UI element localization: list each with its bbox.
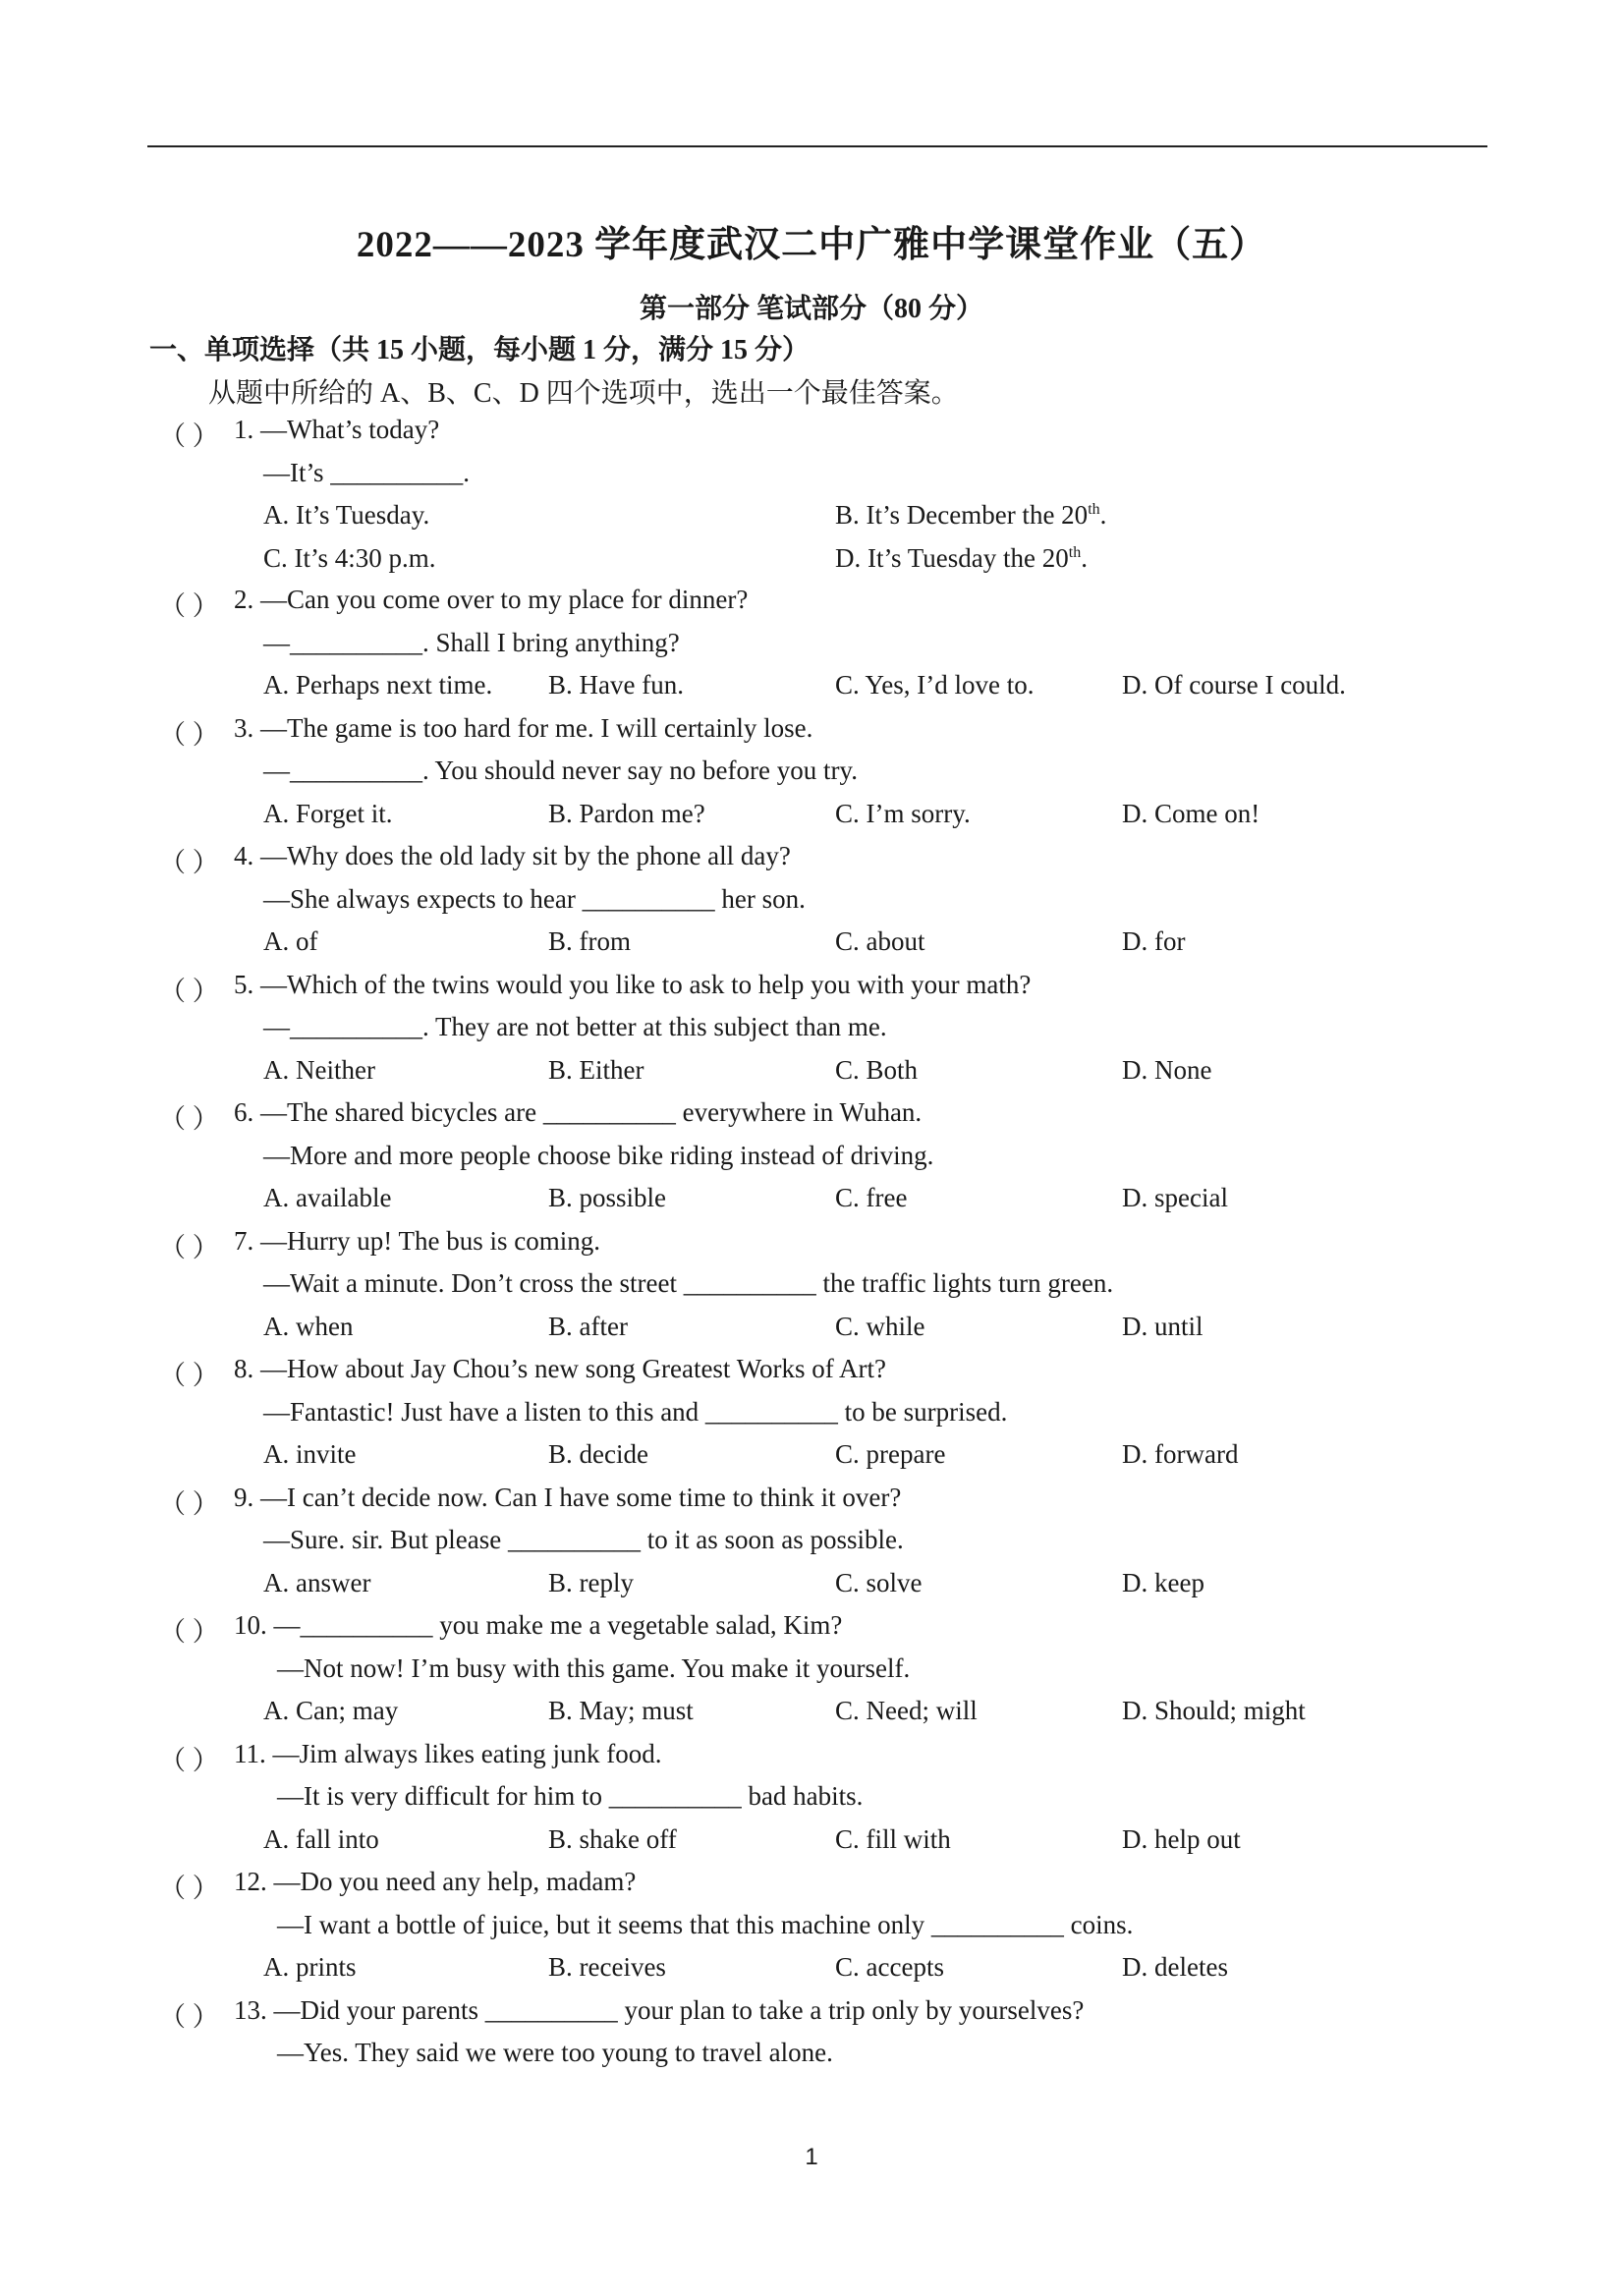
question-stem: [234, 1610, 842, 1641]
option-b[interactable]: B. May; must: [548, 1696, 694, 1725]
question-reply: —Wait a minute. Don’t cross the street __________ the traffic lights turn green.: [263, 1268, 1114, 1298]
option-d[interactable]: D. It’s Tuesday the 20th.: [835, 542, 1088, 573]
answer-bracket[interactable]: （ ）: [159, 719, 219, 750]
question-text: —__________ you make me a vegetable salad, Kim?: [273, 1610, 843, 1640]
answer-bracket[interactable]: （ ）: [159, 1104, 219, 1134]
option-c[interactable]: C. Need; will: [835, 1696, 978, 1725]
question-number: 11.: [234, 1738, 273, 1768]
question-number: 6.: [234, 1097, 260, 1127]
option-a[interactable]: A. Perhaps next time.: [263, 670, 493, 700]
question-text: —Why does the old lady sit by the phone all day?: [260, 841, 791, 870]
question-number: 7.: [234, 1225, 260, 1256]
answer-bracket[interactable]: （ ）: [159, 421, 219, 451]
option-b[interactable]: B. Pardon me?: [548, 798, 705, 828]
answer-bracket[interactable]: （ ）: [159, 1361, 219, 1390]
page-number: 1: [805, 2144, 818, 2170]
option-b[interactable]: B. possible: [548, 1183, 667, 1212]
option-c[interactable]: C. fill with: [835, 1823, 951, 1854]
option-a[interactable]: A. when: [263, 1311, 354, 1341]
option-d[interactable]: D. Of course I could.: [1122, 670, 1346, 700]
question-stem: [234, 415, 439, 445]
answer-bracket[interactable]: （ ）: [159, 1617, 219, 1647]
question-text: —Jim always likes eating junk food.: [272, 1738, 662, 1768]
option-b[interactable]: B. It’s December the 20th.: [835, 500, 1107, 530]
option-c[interactable]: C. while: [835, 1311, 925, 1341]
option-d[interactable]: D. keep: [1122, 1567, 1204, 1597]
answer-bracket[interactable]: （ ）: [159, 1745, 219, 1775]
question-stem: [234, 1995, 1084, 2026]
question-text: —How about Jay Chou’s new song Greatest Works of Art?: [260, 1354, 886, 1383]
option-a[interactable]: A. fall into: [263, 1823, 379, 1854]
answer-bracket[interactable]: （ ）: [159, 591, 219, 621]
question-reply: —It is very difficult for him to __________ bad habits.: [277, 1781, 864, 1811]
option-c[interactable]: C. free: [835, 1183, 908, 1212]
question-reply: —__________. You should never say no before you try.: [263, 756, 858, 785]
question-number: 9.: [234, 1482, 260, 1512]
option-d[interactable]: D. help out: [1122, 1823, 1241, 1854]
option-text: B. It’s December the 20: [835, 500, 1089, 530]
question-reply: —More and more people choose bike riding instead of driving.: [263, 1140, 934, 1170]
question-stem: [234, 1097, 922, 1128]
part-subtitle: 第一部分 笔试部分（80 分）: [639, 294, 983, 324]
question-number: 10.: [234, 1610, 274, 1640]
answer-bracket[interactable]: （ ）: [159, 2001, 219, 2032]
option-b[interactable]: B. from: [548, 926, 631, 956]
question-stem: [234, 970, 1031, 1000]
answer-bracket[interactable]: （ ）: [159, 1488, 219, 1519]
question-text: —Can you come over to my place for dinner?: [260, 585, 749, 614]
option-c[interactable]: C. about: [835, 926, 925, 956]
option-b[interactable]: B. after: [548, 1311, 628, 1341]
option-b[interactable]: B. Either: [548, 1054, 644, 1085]
question-reply: —Fantastic! Just have a listen to this and __________ to be surprised.: [263, 1396, 1008, 1427]
question-reply: —It’s __________.: [263, 457, 471, 487]
question-stem: [234, 1867, 636, 1897]
option-d[interactable]: D. None: [1122, 1054, 1212, 1085]
option-d[interactable]: D. for: [1122, 926, 1186, 956]
question-number: 4.: [234, 841, 260, 870]
option-d[interactable]: D. forward: [1122, 1439, 1239, 1469]
option-a[interactable]: A. answer: [263, 1567, 371, 1597]
option-d[interactable]: D. deletes: [1122, 1952, 1228, 1982]
option-a[interactable]: A. Forget it.: [263, 798, 393, 828]
option-c[interactable]: C. Yes, I’d love to.: [835, 670, 1035, 700]
option-d[interactable]: D. special: [1122, 1183, 1228, 1212]
option-d[interactable]: D. Should; might: [1122, 1696, 1306, 1725]
option-b[interactable]: B. reply: [548, 1567, 634, 1597]
option-c[interactable]: C. Both: [835, 1054, 919, 1085]
option-a[interactable]: A. invite: [263, 1439, 357, 1469]
question-reply: —__________. Shall I bring anything?: [263, 627, 680, 657]
option-b[interactable]: B. decide: [548, 1439, 648, 1469]
option-c[interactable]: C. accepts: [835, 1952, 944, 1982]
option-a[interactable]: A. prints: [263, 1952, 357, 1982]
option-c[interactable]: C. I’m sorry.: [835, 798, 971, 828]
option-text: A. It’s Tuesday.: [263, 500, 430, 530]
question-reply: —She always expects to hear __________ her son.: [263, 883, 806, 914]
option-text: D. It’s Tuesday the 20: [835, 542, 1069, 573]
option-d[interactable]: D. Come on!: [1122, 798, 1260, 828]
option-a[interactable]: A. Can; may: [263, 1696, 399, 1725]
question-number: 3.: [234, 712, 260, 743]
question-text: —The shared bicycles are __________ everywhere in Wuhan.: [260, 1097, 923, 1127]
option-b[interactable]: B. shake off: [548, 1823, 677, 1854]
answer-bracket[interactable]: （ ）: [159, 848, 219, 877]
question-stem: [234, 713, 812, 744]
question-reply: —Not now! I’m busy with this game. You make it yourself.: [277, 1652, 911, 1683]
option-a[interactable]: [263, 500, 429, 531]
option-a[interactable]: A. Neither: [263, 1054, 375, 1085]
question-reply: —Sure. sir. But please __________ to it as soon as possible.: [263, 1525, 904, 1554]
answer-bracket[interactable]: （ ）: [159, 976, 219, 1006]
option-c[interactable]: [263, 543, 436, 574]
option-b[interactable]: B. receives: [548, 1952, 666, 1982]
question-number: 2.: [234, 585, 260, 614]
question-stem: [234, 1483, 901, 1513]
header-rule: [147, 145, 1487, 147]
question-reply: —I want a bottle of juice, but it seems that this machine only __________ coins.: [277, 1909, 1134, 1939]
ordinal-suffix: th: [1088, 501, 1100, 518]
option-c[interactable]: C. solve: [835, 1567, 923, 1597]
option-b[interactable]: B. Have fun.: [548, 670, 684, 700]
question-stem: [234, 1226, 600, 1257]
option-a[interactable]: A. of: [263, 926, 318, 956]
option-text: C. It’s 4:30 p.m.: [263, 542, 436, 573]
question-number: 5.: [234, 969, 260, 999]
question-text: —Did your parents __________ your plan to take a trip only by yourselves?: [273, 1994, 1085, 2025]
option-d[interactable]: D. until: [1122, 1311, 1203, 1341]
question-text: —Which of the twins would you like to ask to help you with your math?: [260, 969, 1032, 999]
section-heading: 一、单项选择（共 15 小题，每小题 1 分，满分 15 分）: [149, 335, 811, 365]
question-reply: —__________. They are not better at this subject than me.: [263, 1012, 887, 1041]
question-text: —Do you need any help, madam?: [273, 1867, 637, 1896]
question-stem: [234, 585, 748, 615]
question-number: 13.: [234, 1994, 274, 2025]
question-text: —What’s today?: [260, 415, 440, 444]
question-text: —The game is too hard for me. I will certainly lose.: [260, 712, 813, 743]
answer-bracket[interactable]: （ ）: [159, 1874, 219, 1903]
question-stem: [234, 1354, 886, 1384]
question-text: —I can’t decide now. Can I have some time to think it over?: [260, 1482, 902, 1512]
question-stem: [234, 1739, 661, 1769]
question-stem: [234, 841, 791, 871]
question-reply: —Yes. They said we were too young to travel alone.: [277, 2038, 833, 2067]
section-instruction: 从题中所给的 A、B、C、D 四个选项中，选出一个最佳答案。: [208, 378, 959, 409]
answer-bracket[interactable]: （ ）: [159, 1232, 219, 1262]
exam-title: 2022——2023 学年度武汉二中广雅中学课堂作业（五）: [356, 225, 1267, 265]
question-number: 12.: [234, 1867, 274, 1896]
question-number: 8.: [234, 1354, 260, 1383]
option-a[interactable]: A. available: [263, 1183, 392, 1212]
option-c[interactable]: C. prepare: [835, 1439, 946, 1469]
ordinal-suffix: th: [1068, 543, 1082, 561]
question-number: 1.: [234, 415, 260, 444]
question-text: —Hurry up! The bus is coming.: [260, 1225, 600, 1256]
